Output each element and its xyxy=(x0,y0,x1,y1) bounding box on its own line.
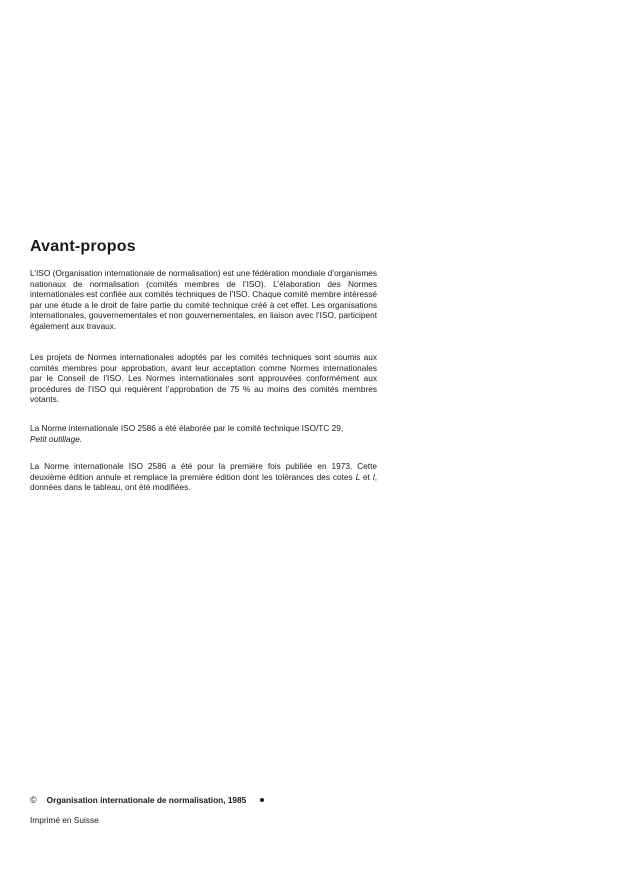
edition-text-part3: , données dans le tableau, ont été modifiées. xyxy=(30,471,377,493)
paragraph-edition xyxy=(30,461,377,493)
page-title: Avant-propos xyxy=(30,238,136,255)
edition-text-part1: La Norme internationale ISO 2586 a été pour la première fois publiée en 1973. Cette deuxième édition annule et remplace la première édition dont les tolérances des cotes xyxy=(30,461,377,482)
paragraph-approval: Les projets de Normes internationales adoptés par les comités techniques sont soumis aux comités membres pour approbation, avant leur acceptation comme Normes internationales par le Conseil de l’ISO. Les Normes internationales sont approuvées conformément aux procédures de l’ISO qui requièrent l’approbation de 75 % au moins des comités membres votants. xyxy=(30,352,377,405)
edition-text-part2: et xyxy=(360,471,373,482)
printed-in: Imprimé en Suisse xyxy=(30,815,99,825)
copyright-line xyxy=(30,795,264,805)
variable-l: l xyxy=(372,471,375,482)
bullet-icon xyxy=(260,798,264,802)
paragraph-iso-intro: L’ISO (Organisation internationale de normalisation) est une fédération mondiale d’organismes nationaux de normalisation (comités membres de l’ISO). L’élaboration des Normes internationales est confiée aux comités techniques de l’ISO. Chaque comité membre intéressé par une étude a le droit de faire partie du comité technique créé à cet effet. Les organisations internationales, gouvernementales et non gouvernementales, en liaison avec l’ISO, participent également aux travaux. xyxy=(30,268,377,331)
paragraph-committee xyxy=(30,423,377,444)
committee-text: La Norme internationale ISO 2586 a été élaborée par le comité technique ISO/TC 29, xyxy=(30,423,344,433)
copyright-organisation: Organisation internationale de normalisation, 1985 xyxy=(46,795,247,805)
copyright-icon: © xyxy=(30,795,37,805)
variable-L: L xyxy=(355,471,361,482)
committee-title: Petit outillage. xyxy=(30,433,83,444)
